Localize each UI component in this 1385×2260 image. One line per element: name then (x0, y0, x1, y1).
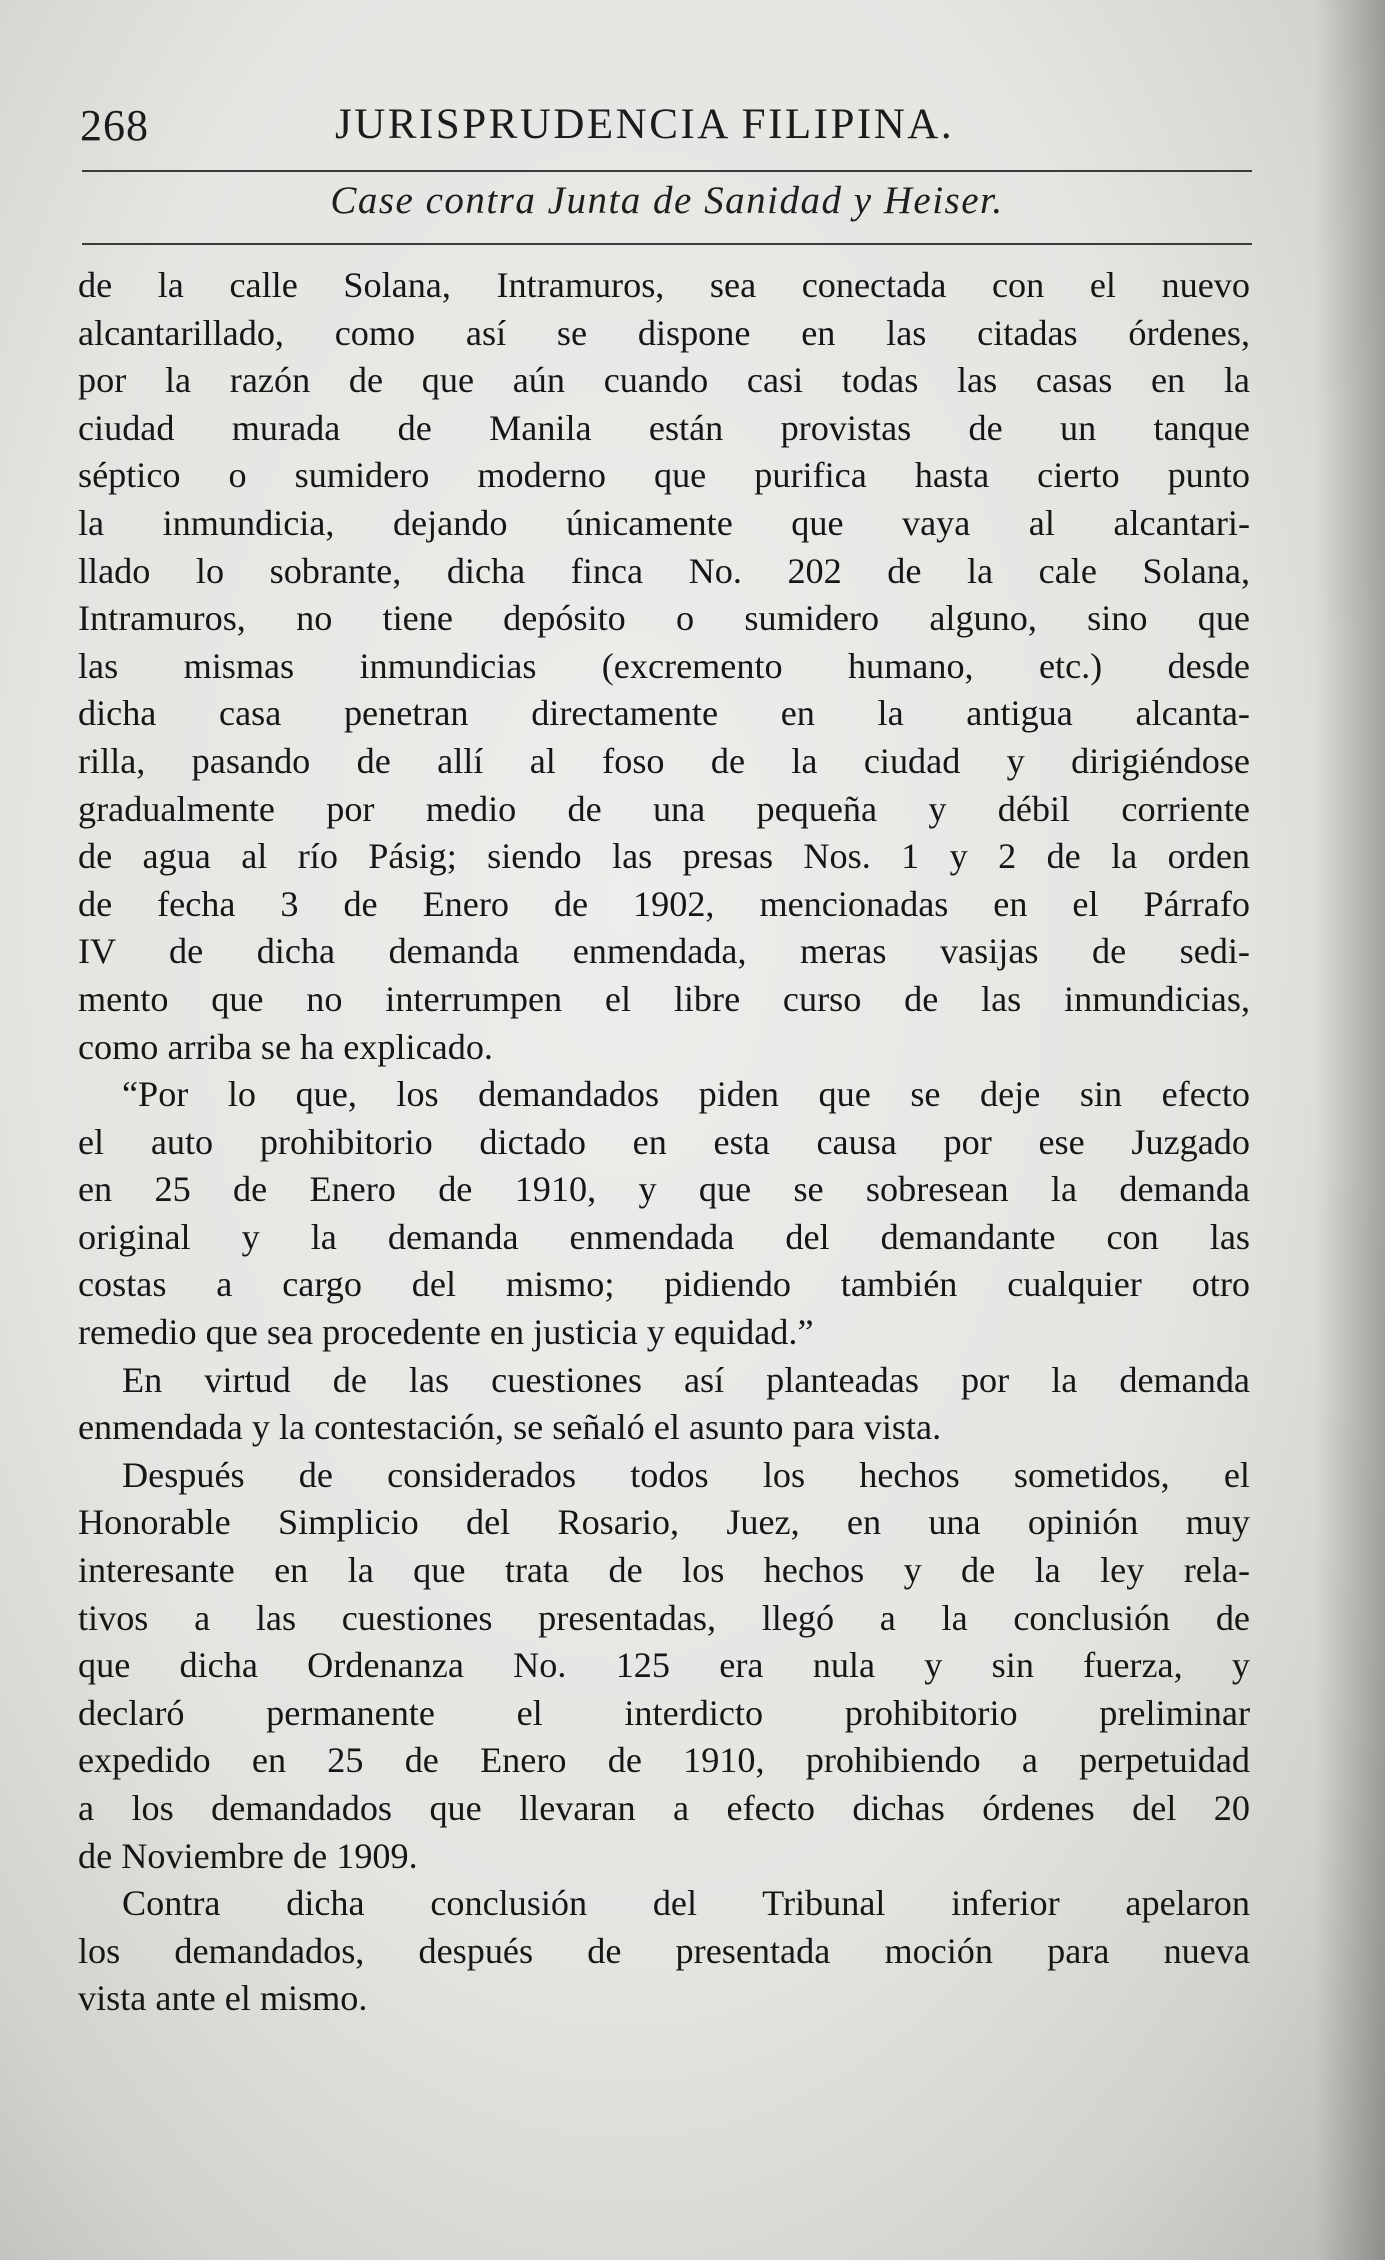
text-line: los demandados, después de presentada moción para nueva (78, 1930, 1250, 1971)
header-rule-top (82, 170, 1252, 172)
text-line: Después de considerados todos los hechos sometidos, el (122, 1454, 1250, 1495)
text-line: enmendada y la contestación, se señaló el asunto para vista. (78, 1407, 942, 1448)
text-line: expedido en 25 de Enero de 1910, prohibiendo a perpetuidad (78, 1740, 1250, 1781)
text-line: las mismas inmundicias (excremento humano, etc.) desde (78, 645, 1250, 686)
paragraph (78, 1452, 1250, 1880)
running-title: JURISPRUDENCIA FILIPINA. (335, 101, 955, 148)
text-line: que dicha Ordenanza No. 125 era nula y sin fuerza, y (78, 1645, 1250, 1686)
paragraph (78, 1880, 1250, 2023)
text-line: el auto prohibitorio dictado en esta causa por ese Juzgado (78, 1121, 1250, 1162)
text-line: ciudad murada de Manila están provistas de un tanque (78, 407, 1250, 448)
text-line: IV de dicha demanda enmendada, meras vasijas de sedi- (78, 931, 1250, 972)
header-rule-bottom (82, 243, 1252, 245)
text-line: original y la demanda enmendada del demandante con las (78, 1216, 1250, 1257)
text-line: rilla, pasando de allí al foso de la ciudad y dirigiéndose (78, 740, 1250, 781)
text-line: vista ante el mismo. (78, 1978, 368, 2019)
text-line: de la calle Solana, Intramuros, sea conectada con el nuevo (78, 265, 1250, 305)
text-line: de fecha 3 de Enero de 1902, mencionadas en el Párrafo (78, 883, 1250, 924)
text-line: remedio que sea procedente en justicia y equidad.” (78, 1312, 814, 1353)
text-line: interesante en la que trata de los hechos y de la ley rela- (78, 1550, 1250, 1591)
case-title: Case contra Junta de Sanidad y Heiser. (330, 179, 1004, 222)
text-line: Intramuros, no tiene depósito o sumidero alguno, sino que (78, 598, 1250, 639)
text-line: séptico o sumidero moderno que purifica hasta cierto punto (78, 455, 1250, 496)
text-line: Contra dicha conclusión del Tribunal inferior apelaron (122, 1883, 1250, 1924)
text-line: como arriba se ha explicado. (78, 1026, 493, 1067)
text-line: tivos a las cuestiones presentadas, llegó a la conclusión de (78, 1597, 1250, 1638)
text-line: la inmundicia, dejando únicamente que vaya al alcantari- (78, 502, 1250, 543)
text-line: “Por lo que, los demandados piden que se deje sin efecto (122, 1074, 1250, 1115)
text-line: por la razón de que aún cuando casi todas las casas en la (78, 360, 1250, 401)
text-line: En virtud de las cuestiones así planteadas por la demanda (122, 1359, 1250, 1400)
text-line: en 25 de Enero de 1910, y que se sobresean la demanda (78, 1169, 1250, 1210)
paragraph (78, 262, 1250, 1071)
body-text (78, 262, 1250, 2023)
paragraph (78, 1357, 1250, 1452)
text-line: mento que no interrumpen el libre curso de las inmundicias, (78, 978, 1250, 1019)
text-line: de Noviembre de 1909. (78, 1835, 418, 1876)
text-line: gradualmente por medio de una pequeña y débil corriente (78, 788, 1250, 829)
page-number: 268 (80, 101, 149, 150)
text-line: llado lo sobrante, dicha finca No. 202 de la cale Solana, (78, 550, 1250, 591)
paragraph (78, 1071, 1250, 1357)
text-line: costas a cargo del mismo; pidiendo también cualquier otro (78, 1264, 1250, 1305)
page-edge-shadow (1315, 0, 1385, 2260)
text-line: alcantarillado, como así se dispone en las citadas órdenes, (78, 312, 1250, 353)
text-line: de agua al río Pásig; siendo las presas Nos. 1 y 2 de la orden (78, 836, 1250, 877)
text-line: dicha casa penetran directamente en la antigua alcanta- (78, 693, 1250, 734)
text-line: Honorable Simplicio del Rosario, Juez, en una opinión muy (78, 1502, 1250, 1543)
text-line: a los demandados que llevaran a efecto dichas órdenes del 20 (78, 1788, 1250, 1828)
page-header (80, 100, 1250, 170)
text-line: declaró permanente el interdicto prohibitorio preliminar (78, 1692, 1250, 1733)
